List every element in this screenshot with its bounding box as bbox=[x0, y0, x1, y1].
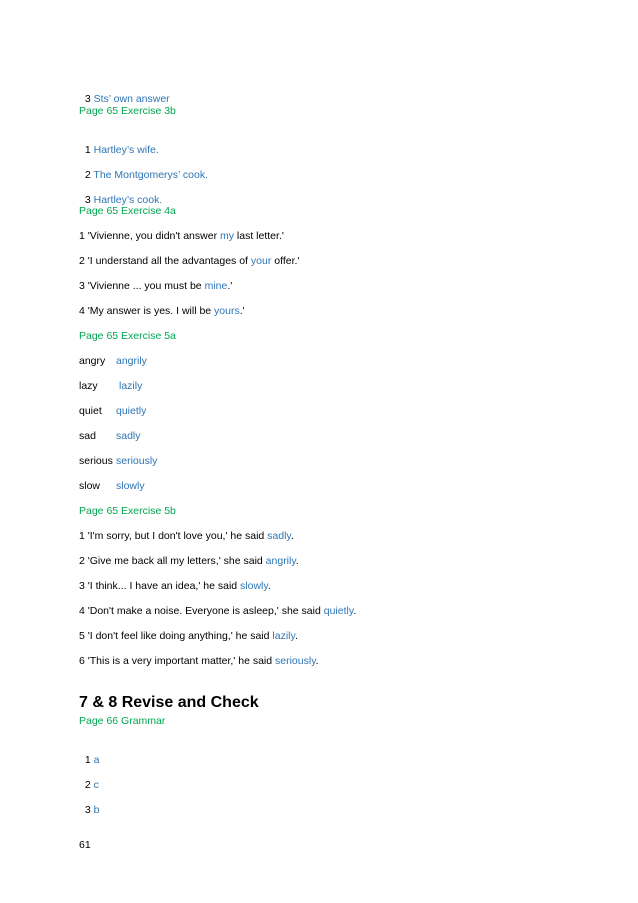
item-number: 3 bbox=[84, 93, 91, 105]
sentence-line bbox=[79, 604, 356, 618]
adjective: angry bbox=[79, 355, 106, 367]
adverb: quietly bbox=[116, 405, 147, 417]
sentence-start: 2 'Give me back all my letters,' she said bbox=[79, 555, 266, 567]
sentence-line bbox=[79, 554, 299, 568]
sentence-start: 6 'This is a very important matter,' he said bbox=[79, 655, 276, 667]
adverb: slowly bbox=[116, 480, 145, 492]
sentence-start: 4 'Don't make a noise. Everyone is asleep,' she said bbox=[79, 605, 324, 617]
answer-word: my bbox=[220, 230, 234, 242]
answer-line bbox=[79, 154, 208, 182]
sentence-end: offer.' bbox=[271, 255, 300, 267]
section-label: Page 65 Exercise 4a bbox=[79, 205, 176, 217]
word-pair bbox=[79, 429, 96, 443]
answer-text: c bbox=[93, 779, 99, 791]
section-label: Page 65 Exercise 5a bbox=[79, 330, 176, 342]
answer-word: yours bbox=[214, 305, 240, 317]
answer-line bbox=[79, 764, 99, 792]
answer-word: seriously bbox=[275, 655, 316, 667]
answer-text: Sts’ own answer bbox=[93, 93, 170, 105]
sentence-line bbox=[79, 254, 299, 268]
word-pair bbox=[79, 354, 105, 368]
answer-word: your bbox=[250, 255, 272, 267]
sentence-end: .' bbox=[227, 280, 233, 292]
page-number: 61 bbox=[79, 839, 91, 851]
word-pair bbox=[79, 404, 102, 418]
item-number: 3 bbox=[84, 194, 91, 206]
sentence-line bbox=[79, 629, 298, 643]
sentence-end: last letter.' bbox=[234, 230, 284, 242]
sentence-start: 4 'My answer is yes. I will be bbox=[79, 305, 215, 317]
answer-word: angrily bbox=[265, 555, 296, 567]
section-label: Page 66 Grammar bbox=[79, 715, 166, 727]
answer-text: Hartley’s cook. bbox=[93, 194, 163, 206]
adjective: quiet bbox=[79, 405, 102, 417]
adjective: sad bbox=[79, 430, 96, 442]
sentence-line bbox=[79, 579, 271, 593]
answer-text: a bbox=[93, 754, 100, 766]
answer-text: Hartley’s wife. bbox=[93, 144, 159, 156]
sentence-line bbox=[79, 229, 284, 243]
word-pair bbox=[79, 454, 113, 468]
item-number: 2 bbox=[84, 169, 91, 181]
sentence-end: . bbox=[290, 530, 294, 542]
sentence-line bbox=[79, 529, 294, 543]
sentence-end: . bbox=[315, 655, 319, 667]
adjective: lazy bbox=[79, 380, 98, 392]
item-number: 3 bbox=[84, 804, 91, 816]
sentence-start: 3 'Vivienne ... you must be bbox=[79, 280, 205, 292]
section-heading: 7 & 8 Revise and Check bbox=[79, 694, 259, 711]
sentence-end: .' bbox=[239, 305, 245, 317]
answer-word: slowly bbox=[240, 580, 268, 592]
adverb: angrily bbox=[116, 355, 147, 367]
sentence-start: 1 'Vivienne, you didn't answer bbox=[79, 230, 220, 242]
adjective: serious bbox=[79, 455, 113, 467]
answer-line bbox=[79, 179, 162, 207]
sentence-line bbox=[79, 654, 319, 668]
answer-word: lazily bbox=[272, 630, 295, 642]
answer-word: mine bbox=[204, 280, 228, 292]
adverb: seriously bbox=[116, 455, 158, 467]
sentence-end: . bbox=[267, 580, 271, 592]
sentence-end: . bbox=[295, 555, 299, 567]
sentence-start: 5 'I don't feel like doing anything,' he said bbox=[79, 630, 273, 642]
sentence-line bbox=[79, 279, 232, 293]
answer-text: b bbox=[93, 804, 100, 816]
sentence-start: 3 'I think... I have an idea,' he said bbox=[79, 580, 241, 592]
sentence-end: . bbox=[294, 630, 298, 642]
section-label: Page 65 Exercise 5b bbox=[79, 505, 176, 517]
item-number: 2 bbox=[84, 779, 91, 791]
answer-word: quietly bbox=[323, 605, 354, 617]
answer-line bbox=[79, 739, 99, 767]
answer-line bbox=[79, 78, 170, 106]
sentence-line bbox=[79, 304, 245, 318]
answer-line bbox=[79, 129, 159, 157]
sentence-start: 2 'I understand all the advantages of bbox=[79, 255, 251, 267]
word-pair bbox=[79, 479, 100, 493]
answer-line bbox=[79, 789, 99, 817]
adverb: lazily bbox=[119, 380, 143, 392]
answer-text: The Montgomerys’ cook. bbox=[93, 169, 208, 181]
answer-word: sadly bbox=[267, 530, 291, 542]
adjective: slow bbox=[79, 480, 101, 492]
adverb: sadly bbox=[116, 430, 141, 442]
section-label: Page 65 Exercise 3b bbox=[79, 105, 176, 117]
sentence-end: . bbox=[353, 605, 357, 617]
item-number: 1 bbox=[84, 144, 91, 156]
word-pair bbox=[79, 379, 98, 393]
item-number: 1 bbox=[84, 754, 91, 766]
sentence-start: 1 'I'm sorry, but I don't love you,' he said bbox=[79, 530, 268, 542]
